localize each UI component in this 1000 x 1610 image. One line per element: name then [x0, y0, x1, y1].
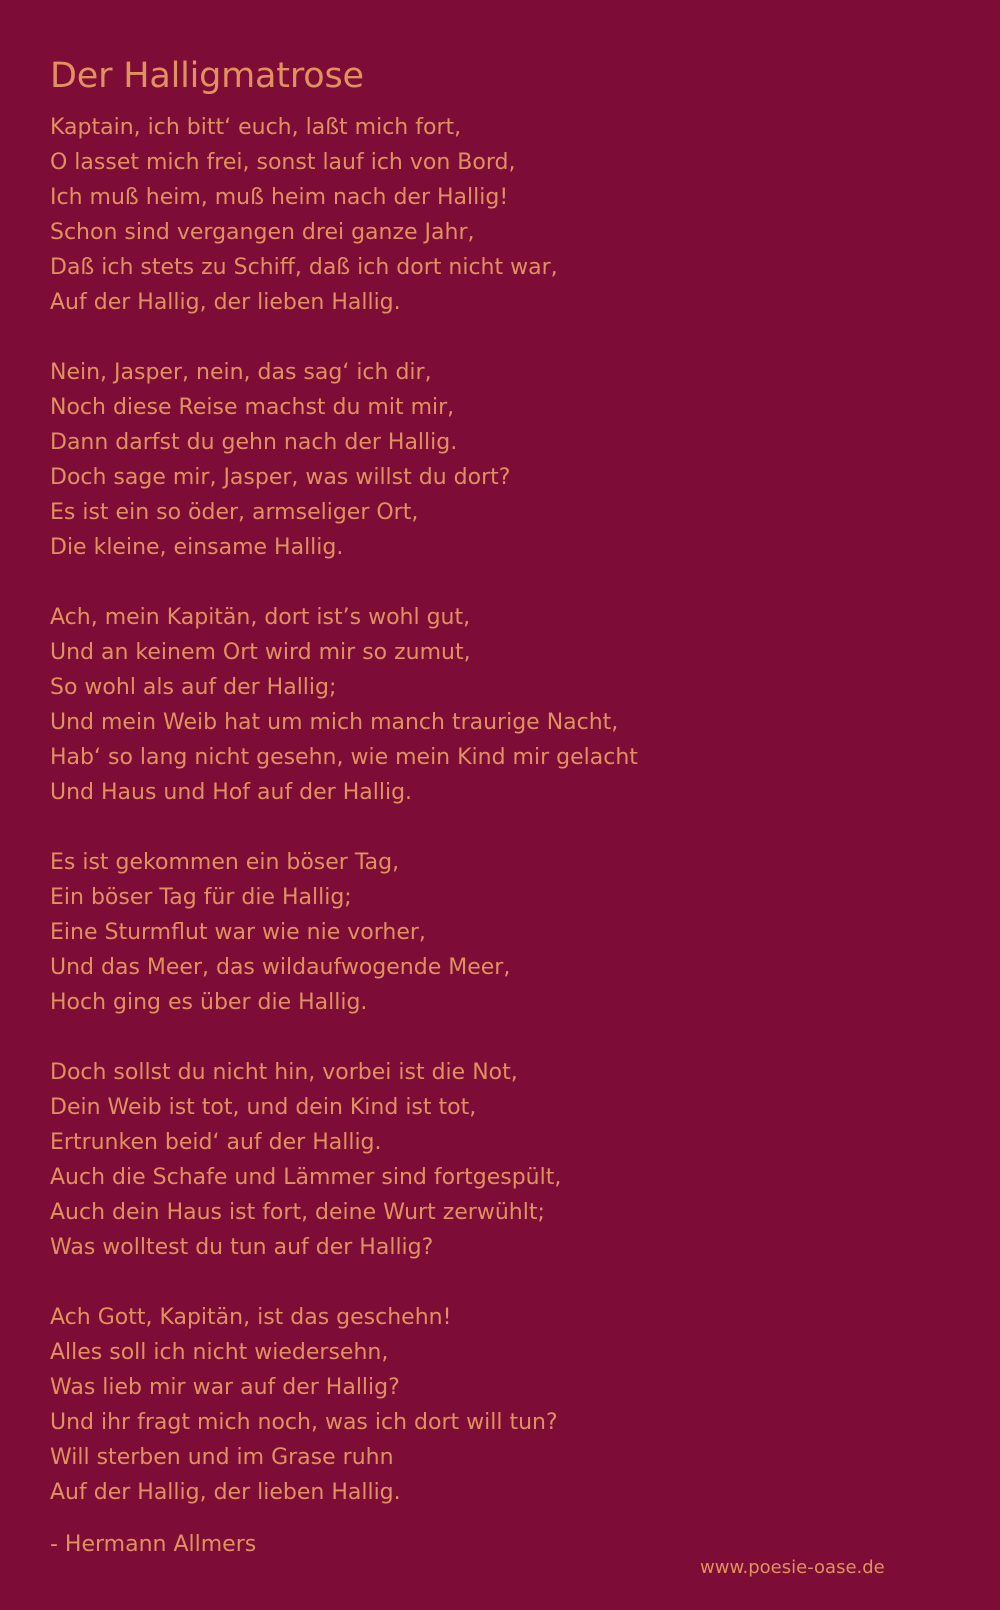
poem-line: Ach, mein Kapitän, dort ist’s wohl gut, — [50, 605, 471, 630]
poem-line: Und ihr fragt mich noch, was ich dort will tun? — [50, 1410, 558, 1435]
stanza-4 — [50, 845, 950, 1020]
poem-line: Schon sind vergangen drei ganze Jahr, — [50, 220, 475, 245]
stanza-6 — [50, 1300, 950, 1510]
poem-line: Es ist gekommen ein böser Tag, — [50, 850, 400, 875]
poem-line: Hab‘ so lang nicht gesehn, wie mein Kind mir gelacht — [50, 745, 638, 770]
poem-line: Doch sage mir, Jasper, was willst du dort? — [50, 465, 511, 490]
poem-line: Und das Meer, das wildaufwogende Meer, — [50, 955, 511, 980]
poem-line: So wohl als auf der Hallig; — [50, 675, 337, 700]
poem-line: Die kleine, einsame Hallig. — [50, 535, 344, 560]
poem-line: Hoch ging es über die Hallig. — [50, 990, 368, 1015]
poem-line: Was wolltest du tun auf der Hallig? — [50, 1235, 434, 1260]
poem-line: Noch diese Reise machst du mit mir, — [50, 395, 455, 420]
stanza-2 — [50, 355, 950, 565]
poem-line: Ich muß heim, muß heim nach der Hallig! — [50, 185, 509, 210]
poem-line: Kaptain, ich bitt‘ euch, laßt mich fort, — [50, 115, 462, 140]
poem-line: Auch die Schafe und Lämmer sind fortgespült, — [50, 1165, 562, 1190]
poem-line: Und an keinem Ort wird mir so zumut, — [50, 640, 471, 665]
poem-body — [50, 110, 950, 1545]
poem-title: Der Halligmatrose — [50, 56, 364, 96]
poem-line: Und Haus und Hof auf der Hallig. — [50, 780, 413, 805]
stanza-3 — [50, 600, 950, 810]
poem-line: Auch dein Haus ist fort, deine Wurt zerwühlt; — [50, 1200, 545, 1225]
poem-line: O lasset mich frei, sonst lauf ich von Bord, — [50, 150, 516, 175]
poem-line: Auf der Hallig, der lieben Hallig. — [50, 290, 401, 315]
poem-line: Nein, Jasper, nein, das sag‘ ich dir, — [50, 360, 432, 385]
stanza-1 — [50, 110, 950, 320]
poem-line: Auf der Hallig, der lieben Hallig. — [50, 1480, 401, 1505]
poem-line: Ach Gott, Kapitän, ist das geschehn! — [50, 1305, 452, 1330]
poem-line: Daß ich stets zu Schiff, daß ich dort nicht war, — [50, 255, 558, 280]
website-watermark: www.poesie-oase.de — [700, 1557, 885, 1578]
poem-line: Ertrunken beid‘ auf der Hallig. — [50, 1130, 382, 1155]
poem-line: Ein böser Tag für die Hallig; — [50, 885, 352, 910]
poem-author: - Hermann Allmers — [50, 1532, 257, 1557]
poem-line: Was lieb mir war auf der Hallig? — [50, 1375, 400, 1400]
poem-line: Will sterben und im Grase ruhn — [50, 1445, 394, 1470]
poem-line: Eine Sturmflut war wie nie vorher, — [50, 920, 426, 945]
poem-line: Dein Weib ist tot, und dein Kind ist tot, — [50, 1095, 477, 1120]
poem-line: Dann darfst du gehn nach der Hallig. — [50, 430, 458, 455]
poem-line: Doch sollst du nicht hin, vorbei ist die Not, — [50, 1060, 518, 1085]
poem-line: Und mein Weib hat um mich manch traurige Nacht, — [50, 710, 619, 735]
poem-line: Es ist ein so öder, armseliger Ort, — [50, 500, 419, 525]
stanza-5 — [50, 1055, 950, 1265]
poem-line: Alles soll ich nicht wiedersehn, — [50, 1340, 389, 1365]
